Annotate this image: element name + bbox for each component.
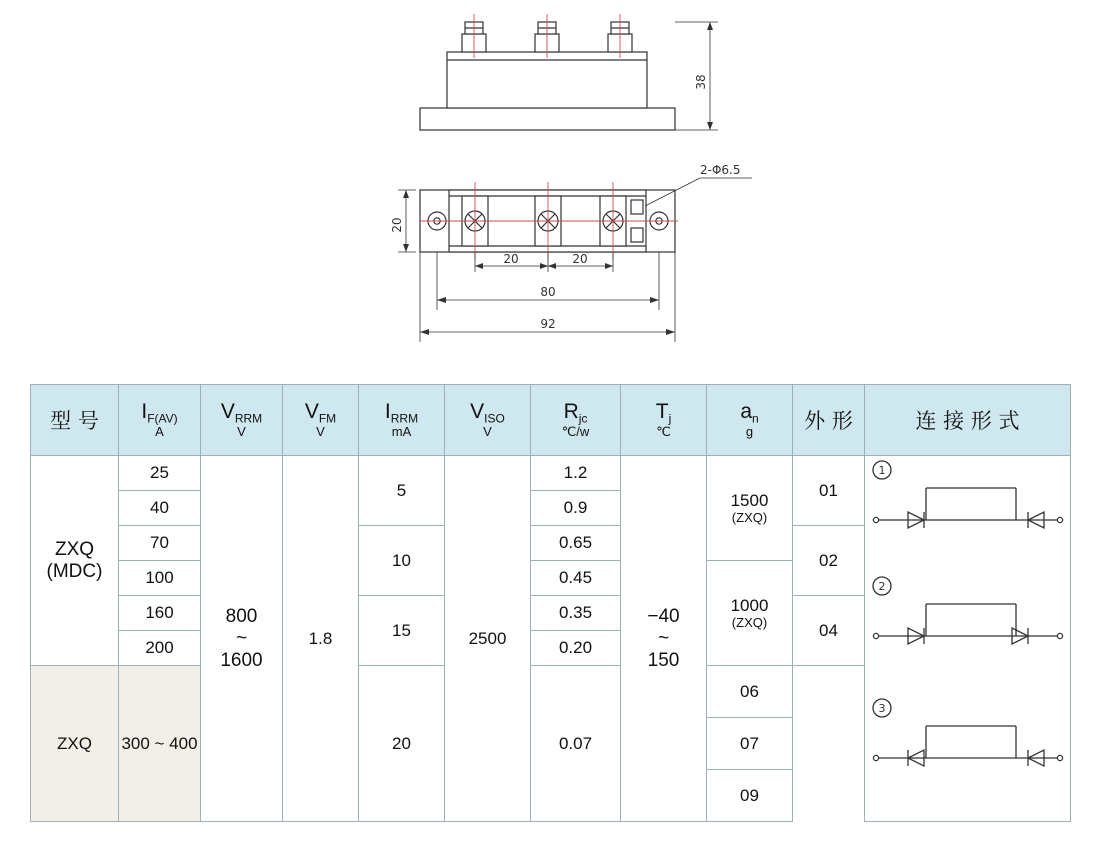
table-header-row <box>31 385 1071 456</box>
cell-rjc-2: 0.9 <box>531 491 621 526</box>
cell-irrm-10: 10 <box>359 526 445 596</box>
cell-rjc-6: 0.20 <box>531 631 621 666</box>
header-model: 型 号 <box>31 385 119 456</box>
cell-rjc-7: 0.07 <box>531 666 621 822</box>
cell-model-1: ZXQ (MDC) <box>31 456 119 666</box>
svg-text:3: 3 <box>878 702 885 715</box>
header-irrm: $I_{RRM}$ mA <box>359 385 445 456</box>
cell-vfm: 1.8 <box>283 456 359 822</box>
header-if-av: $I_{F(AV)}$ A <box>119 385 201 456</box>
dim-80-text: 80 <box>540 285 556 299</box>
cell-rjc-1: 1.2 <box>531 456 621 491</box>
cell-if-160: 160 <box>119 596 201 631</box>
dim-pitch2-text: 20 <box>572 252 588 266</box>
drawing-svg <box>0 0 1099 368</box>
dim-pitch1-text: 20 <box>503 252 519 266</box>
cell-vrrm: 800 ~ 1600 <box>201 456 283 822</box>
dim-height-text: 38 <box>694 74 708 90</box>
cell-irrm-5: 5 <box>359 456 445 526</box>
header-viso: $V_{ISO}$ V <box>445 385 531 456</box>
svg-text:2: 2 <box>878 580 885 593</box>
cell-pkg-06: 06 <box>707 666 793 718</box>
header-vrrm: $V_{RRM}$ V <box>201 385 283 456</box>
cell-tj: −40 ~ 150 <box>621 456 707 822</box>
header-connection: 连 接 形 式 <box>865 385 1071 456</box>
cell-if-40: 40 <box>119 491 201 526</box>
svg-text:1: 1 <box>878 464 885 477</box>
cell-if-300-400: 300 ~ 400 <box>119 666 201 822</box>
cell-irrm-20: 20 <box>359 666 445 822</box>
cell-connection-diagrams <box>865 456 1071 822</box>
cell-rjc-5: 0.35 <box>531 596 621 631</box>
header-rjc: $R_{jc}$ ℃/w <box>531 385 621 456</box>
header-tj: $T_j$ ℃ <box>621 385 707 456</box>
cell-rjc-4: 0.45 <box>531 561 621 596</box>
spec-table-container <box>30 384 1070 822</box>
cell-viso: 2500 <box>445 456 531 822</box>
connection-svg <box>866 458 1070 814</box>
hole-note-text: 2-Φ6.5 <box>700 163 741 177</box>
table-row <box>31 456 1071 491</box>
cell-an-1500: 1500 (ZXQ) <box>707 456 793 561</box>
cell-if-70: 70 <box>119 526 201 561</box>
mechanical-drawing <box>0 0 1099 368</box>
cell-irrm-15: 15 <box>359 596 445 666</box>
spec-table <box>30 384 1071 822</box>
cell-pkg-07: 07 <box>707 718 793 770</box>
cell-if-100: 100 <box>119 561 201 596</box>
cell-pkg-02: 02 <box>793 526 865 596</box>
cell-if-200: 200 <box>119 631 201 666</box>
header-package: 外 形 <box>793 385 865 456</box>
header-vfm: $V_{FM}$ V <box>283 385 359 456</box>
cell-model-2: ZXQ <box>31 666 119 822</box>
cell-if-25: 25 <box>119 456 201 491</box>
cell-rjc-3: 0.65 <box>531 526 621 561</box>
cell-pkg-01: 01 <box>793 456 865 526</box>
cell-pkg-04: 04 <box>793 596 865 666</box>
dim-92-text: 92 <box>540 317 556 331</box>
cell-pkg-09: 09 <box>707 770 793 822</box>
dim-side-text: 20 <box>390 217 404 233</box>
header-an: $a_n$ g <box>707 385 793 456</box>
cell-an-1000: 1000 (ZXQ) <box>707 561 793 666</box>
